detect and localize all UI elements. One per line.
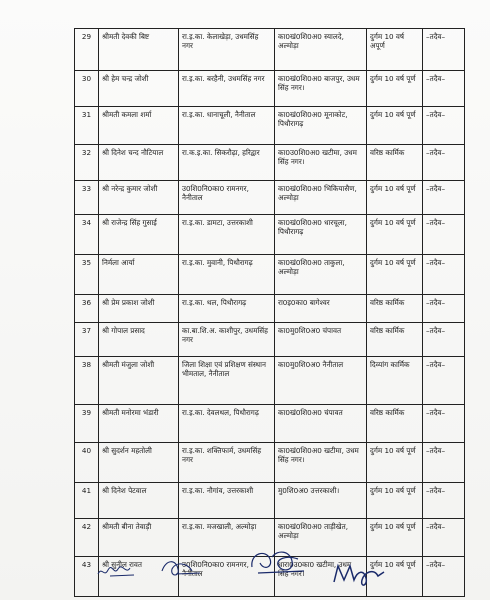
employee-name-cell: श्री दिनेश पेटवाल (99, 483, 179, 519)
employee-name-cell: श्रीमती मनोरमा भंडारी (99, 405, 179, 443)
table-row (75, 443, 465, 483)
new-posting-cell: का0उ0शि0अ0 खटीमा, उधम सिंह नगर। (275, 145, 367, 181)
signature-2 (158, 555, 204, 581)
remark-cell: –तदैव– (423, 557, 465, 597)
new-posting-cell: का0खं0शि0अ0 धारचूला, पिथौरागढ़ (275, 215, 367, 255)
remark-cell: –तदैव– (423, 295, 465, 323)
new-posting-cell: का0खं0शि0अ0 भिकियासैण, अल्मोड़ा (275, 181, 367, 215)
serial-number-cell: 39 (75, 405, 99, 443)
employee-name-cell: श्री दिनेश चन्द नौटियाल (99, 145, 179, 181)
table-row (75, 295, 465, 323)
transfer-reason-cell: दिव्यांग कार्मिक (367, 357, 423, 405)
new-posting-cell: का0खं0शि0अ0 मूनाकोट, पिथौरागढ़ (275, 107, 367, 145)
employee-name-cell: श्रीमती कमला शर्मा (99, 107, 179, 145)
table-row (75, 357, 465, 405)
transfer-reason-cell: दुर्गम 10 वर्ष पूर्ण (367, 557, 423, 597)
transfer-reason-cell: वरिष्ठ कार्मिक (367, 145, 423, 181)
serial-number-cell: 32 (75, 145, 99, 181)
new-posting-cell: धारा0उ0का0 खटीमा, उधम सिंह नगर। (275, 557, 367, 597)
signature-4 (330, 558, 390, 592)
current-posting-cell: रा.इ.का. डामटा, उत्तरकाशी (179, 215, 275, 255)
transfer-reason-cell: वरिष्ठ कार्मिक (367, 405, 423, 443)
new-posting-cell: का0खं0शि0अ0 स्यालदे, अल्मोड़ा (275, 29, 367, 71)
current-posting-cell: रा.इ.का. केलाखेड़ा, उधमसिंह नगर (179, 29, 275, 71)
table-row (75, 323, 465, 357)
serial-number-cell: 34 (75, 215, 99, 255)
signature-3 (246, 545, 310, 579)
employee-name-cell: श्री प्रेम प्रकाश जोशी (99, 295, 179, 323)
current-posting-cell: रा.इ.का. मुवानी, पिथौरागढ़ (179, 255, 275, 295)
remark-cell: –तदैव– (423, 483, 465, 519)
table-row (75, 255, 465, 295)
employee-name-cell: श्री सुदर्शन महतोली (99, 443, 179, 483)
remark-cell: –तदैव– (423, 107, 465, 145)
remark-cell: –तदैव– (423, 357, 465, 405)
employee-name-cell: श्रीमती देवकी बिष्ट (99, 29, 179, 71)
current-posting-cell: रा.इ.का. बरहैनी, उधमसिंह नगर (179, 71, 275, 107)
table-row (75, 145, 465, 181)
serial-number-cell: 37 (75, 323, 99, 357)
transfer-reason-cell: वरिष्ठ कार्मिक (367, 295, 423, 323)
transfer-reason-cell: दुर्गम 10 वर्ष पूर्ण (367, 255, 423, 295)
table-row (75, 181, 465, 215)
transfer-reason-cell: दुर्गम 10 वर्ष पूर्ण (367, 443, 423, 483)
table-row (75, 405, 465, 443)
serial-number-cell: 29 (75, 29, 99, 71)
remark-cell: –तदैव– (423, 181, 465, 215)
employee-name-cell: श्री नरेन्द्र कुमार जोशी (99, 181, 179, 215)
new-posting-cell: का0खं0शि0अ0 खटीमा, उधम सिंह नगर। (275, 443, 367, 483)
transfer-reason-cell: दुर्गम 10 वर्ष पूर्ण (367, 519, 423, 557)
new-posting-cell: का0खं0शि0अ0 ताकुला, अल्मोड़ा (275, 255, 367, 295)
serial-number-cell: 41 (75, 483, 99, 519)
transfer-table (74, 28, 465, 597)
current-posting-cell: रा.इ.का. शक्तिफार्म, उधमसिंह नगर (179, 443, 275, 483)
serial-number-cell: 33 (75, 181, 99, 215)
remark-cell: –तदैव– (423, 443, 465, 483)
serial-number-cell: 38 (75, 357, 99, 405)
transfer-reason-cell: दुर्गम 10 वर्ष पूर्ण (367, 107, 423, 145)
table-row (75, 483, 465, 519)
employee-name-cell: श्रीमती मंजुला जोशी (99, 357, 179, 405)
current-posting-cell: जिला शिक्षा एवं प्रशिक्षण संस्थान भीमताल, नैनीताल (179, 357, 275, 405)
remark-cell: –तदैव– (423, 255, 465, 295)
employee-name-cell: श्रीमती बीना तेवाड़ी (99, 519, 179, 557)
transfer-reason-cell: दुर्गम 10 वर्ष अपूर्ण (367, 29, 423, 71)
current-posting-cell: रा.इ.का. देवलथल, पिथौरागढ़ (179, 405, 275, 443)
transfer-table-body (75, 29, 465, 597)
current-posting-cell: रा.इ.का. थल, पिथौरागढ़ (179, 295, 275, 323)
new-posting-cell: का0खं0शि0अ0 ताड़ीखेत, अल्मोड़ा (275, 519, 367, 557)
current-posting-cell: रा.इ.का. धानाचूली, नैनीताल (179, 107, 275, 145)
table-row (75, 215, 465, 255)
current-posting-cell: रा.इ.का. नौगांव, उत्तरकाशी (179, 483, 275, 519)
new-posting-cell: रा0इ0का0 बागेश्वर (275, 295, 367, 323)
new-posting-cell: का0खं0शि0अ0 बाजपुर, उधम सिंह नगर। (275, 71, 367, 107)
signature-1 (96, 560, 140, 582)
remark-cell: –तदैव– (423, 215, 465, 255)
employee-name-cell: निर्मला आर्या (99, 255, 179, 295)
transfer-reason-cell: दुर्गम 10 वर्ष पूर्ण (367, 483, 423, 519)
employee-name-cell: श्री राजेन्द्र सिंह गुसाई (99, 215, 179, 255)
employee-name-cell: श्री गोपाल प्रसाद (99, 323, 179, 357)
current-posting-cell: उ0शि0नि0का0 रामनगर, नैनीताल (179, 181, 275, 215)
new-posting-cell: का0मु0शि0अ0 नैनीताल (275, 357, 367, 405)
new-posting-cell: का0खं0शि0अ0 चंपावत (275, 405, 367, 443)
table-row (75, 107, 465, 145)
remark-cell: –तदैव– (423, 519, 465, 557)
current-posting-cell: रा.इ.का. मजखाली, अल्मोड़ा (179, 519, 275, 557)
remark-cell: –तदैव– (423, 71, 465, 107)
remark-cell: –तदैव– (423, 323, 465, 357)
current-posting-cell: उ0शि0नि0का0 रामनगर, नैनीताल (179, 557, 275, 597)
remark-cell: –तदैव– (423, 405, 465, 443)
current-posting-cell: का.बा.शि.अ. काशीपुर, उधमसिंह नगर (179, 323, 275, 357)
serial-number-cell: 31 (75, 107, 99, 145)
table-row (75, 29, 465, 71)
serial-number-cell: 40 (75, 443, 99, 483)
serial-number-cell: 43 (75, 557, 99, 597)
serial-number-cell: 36 (75, 295, 99, 323)
serial-number-cell: 30 (75, 71, 99, 107)
current-posting-cell: रा.क.इ.का. सिकरौढ़ा, हरिद्वार (179, 145, 275, 181)
transfer-reason-cell: दुर्गम 10 वर्ष पूर्ण (367, 71, 423, 107)
serial-number-cell: 35 (75, 255, 99, 295)
serial-number-cell: 42 (75, 519, 99, 557)
transfer-reason-cell: वरिष्ठ कार्मिक (367, 323, 423, 357)
remark-cell: –तदैव– (423, 29, 465, 71)
new-posting-cell: का0मु0शि0अ0 चंपावत (275, 323, 367, 357)
employee-name-cell: श्री हेम चन्द्र जोशी (99, 71, 179, 107)
employee-name-cell: श्री सुनील रावत (99, 557, 179, 597)
remark-cell: –तदैव– (423, 145, 465, 181)
transfer-reason-cell: दुर्गम 10 वर्ष पूर्ण (367, 181, 423, 215)
new-posting-cell: मु0शि0अ0 उत्तरकाशी। (275, 483, 367, 519)
table-row (75, 71, 465, 107)
transfer-reason-cell: दुर्गम 10 वर्ष पूर्ण (367, 215, 423, 255)
